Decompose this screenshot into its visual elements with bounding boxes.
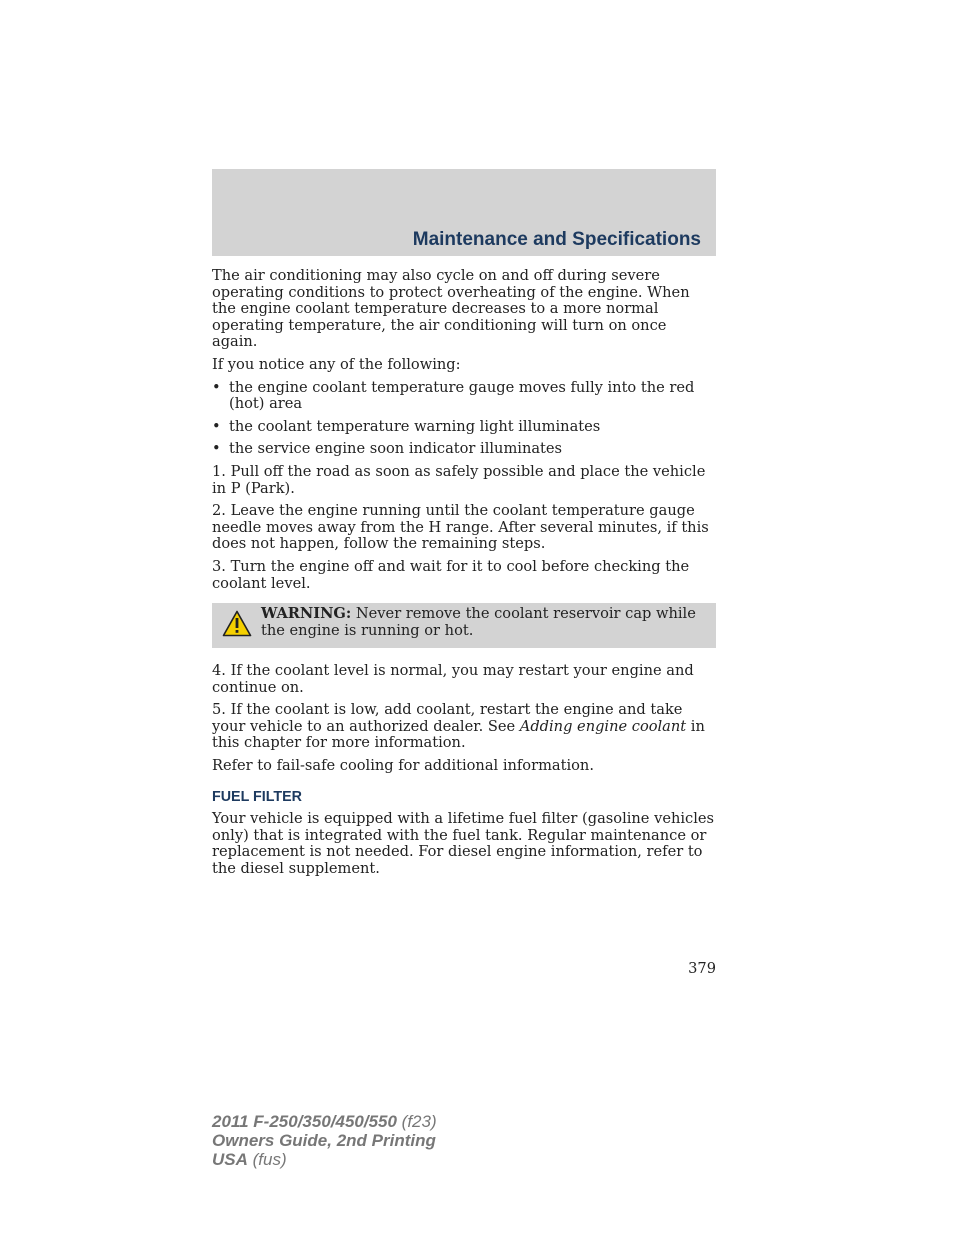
- cross-reference: Adding engine coolant: [519, 717, 687, 735]
- bullet-glyph: •: [212, 378, 221, 396]
- footer-line-1: 2011 F-250/350/450/550 (f23): [212, 1112, 437, 1131]
- warning-box: [212, 603, 716, 648]
- step-1: 1. Pull off the road as soon as safely possible and place the vehicle in P (Park).: [212, 462, 706, 497]
- bullet-glyph: •: [212, 440, 221, 458]
- list-item: • the engine coolant temperature gauge moves fully into the red (hot) area: [212, 378, 695, 413]
- footer-line-2: Owners Guide, 2nd Printing: [212, 1131, 436, 1150]
- warning-text: Never remove the coolant reservoir cap while the engine is running or hot.: [261, 605, 696, 639]
- step-2: 2. Leave the engine running until the coolant temperature gauge needle moves away from the H range. After several minutes, if this does not happen, follow the remaining steps.: [212, 502, 709, 553]
- paragraph-ac-cycle: The air conditioning may also cycle on and off during severe operating conditions to protect overheating of the engine. When the engine coolant temperature decreases to a more normal operating temperature, the air conditioning will turn on once again.: [212, 267, 690, 351]
- step-5: 5. If the coolant is low, add coolant, restart the engine and take your vehicle to an authorized dealer. See Adding engine coolant in this chapter for more information.: [212, 701, 705, 752]
- section-header-band: [212, 169, 716, 256]
- paragraph-notice: If you notice any of the following:: [212, 355, 461, 373]
- paragraph-fuel-filter: Your vehicle is equipped with a lifetime fuel filter (gasoline vehicles only) that is integrated with the fuel tank. Regular maintenance or replacement is not needed. For diesel engine information, refer to the diesel supplement.: [212, 810, 714, 878]
- section-title: Maintenance and Specifications: [412, 229, 701, 250]
- symptom-list: [212, 380, 716, 458]
- warning-label: WARNING:: [261, 605, 352, 623]
- footer-line-3: USA (fus): [212, 1150, 287, 1169]
- fuel-filter-heading: FUEL FILTER: [212, 788, 303, 805]
- step-4: 4. If the coolant level is normal, you may restart your engine and continue on.: [212, 662, 694, 696]
- paragraph-refer: Refer to fail-safe cooling for additional information.: [212, 757, 594, 775]
- page-number: 379: [688, 960, 716, 977]
- bullet-glyph: •: [212, 417, 221, 435]
- page-content: [212, 268, 716, 884]
- list-item: • the service engine soon indicator illuminates: [212, 440, 563, 458]
- list-item: • the coolant temperature warning light illuminates: [212, 417, 601, 435]
- step-3: 3. Turn the engine off and wait for it to cool before checking the coolant level.: [212, 557, 690, 592]
- document-footer: [212, 1112, 437, 1169]
- warning-triangle-icon: [222, 610, 252, 637]
